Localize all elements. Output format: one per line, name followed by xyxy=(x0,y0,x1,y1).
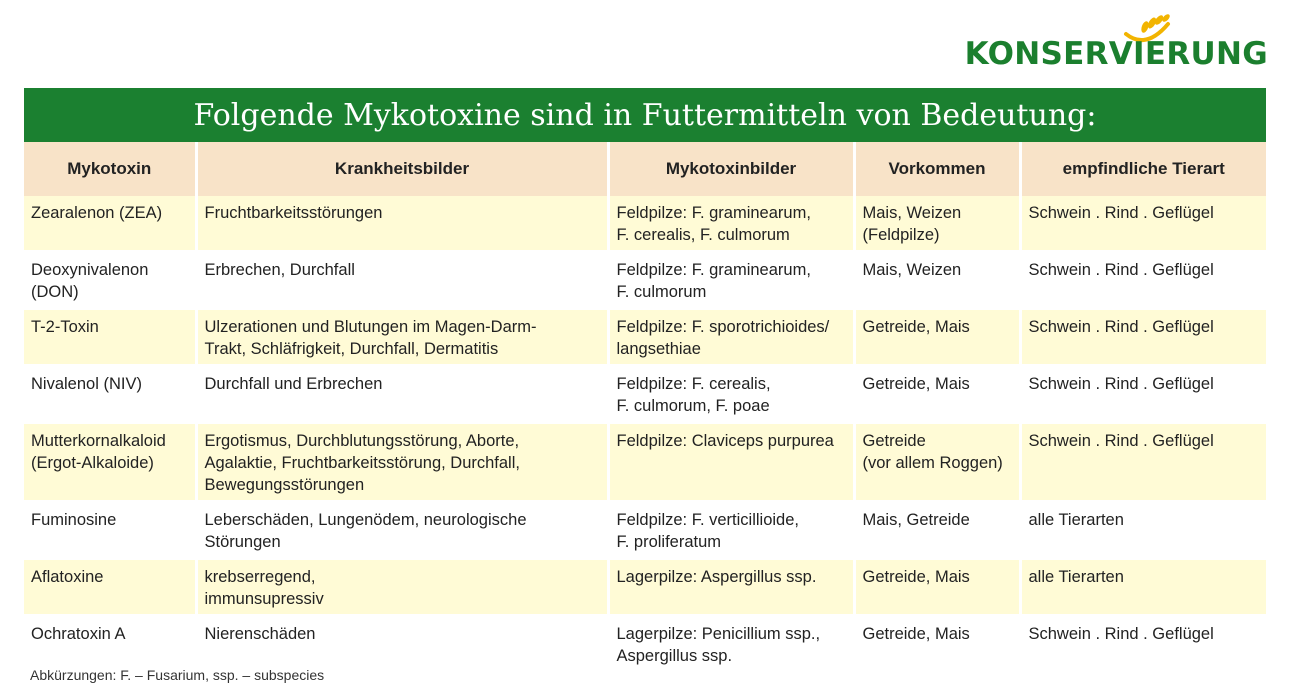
cell-vorkommen: Mais, Getreide xyxy=(854,502,1020,559)
cell-krankheitsbilder: Nierenschäden xyxy=(196,616,608,673)
table-row xyxy=(24,423,1266,502)
cell-tierart: Schwein . Rind . Geflügel xyxy=(1020,196,1266,252)
cell-krankheitsbilder: Erbrechen, Durchfall xyxy=(196,252,608,309)
cell-krankheitsbilder: Leberschäden, Lungenödem, neurologische Störungen xyxy=(196,502,608,559)
header-mykotoxinbilder: Mykotoxinbilder xyxy=(608,142,854,196)
cell-vorkommen: Getreide (vor allem Roggen) xyxy=(854,423,1020,502)
table-row xyxy=(24,616,1266,673)
header-mykotoxin: Mykotoxin xyxy=(24,142,196,196)
table-row xyxy=(24,252,1266,309)
cell-mykotoxin: T-2-Toxin xyxy=(24,309,196,366)
cell-tierart: alle Tierarten xyxy=(1020,502,1266,559)
cell-mykotoxinbilder: Lagerpilze: Aspergillus ssp. xyxy=(608,559,854,616)
cell-mykotoxinbilder: Feldpilze: F. graminearum, F. cerealis, F. culmorum xyxy=(608,196,854,252)
table-row xyxy=(24,559,1266,616)
brand-logo xyxy=(964,14,1268,74)
cell-mykotoxin: Mutterkornalkaloid (Ergot-Alkaloide) xyxy=(24,423,196,502)
brand-name: KONSERVIERUNG xyxy=(964,36,1268,72)
cell-mykotoxin: Deoxynivalenon (DON) xyxy=(24,252,196,309)
cell-tierart: Schwein . Rind . Geflügel xyxy=(1020,252,1266,309)
cell-krankheitsbilder: krebserregend, immunsupressiv xyxy=(196,559,608,616)
table-row xyxy=(24,366,1266,423)
cell-mykotoxin: Ochratoxin A xyxy=(24,616,196,673)
page-title: Folgende Mykotoxine sind in Futtermitteln von Bedeutung: xyxy=(24,88,1266,142)
cell-mykotoxinbilder: Feldpilze: F. sporotrichioides/ langsethiae xyxy=(608,309,854,366)
cell-mykotoxinbilder: Feldpilze: F. graminearum, F. culmorum xyxy=(608,252,854,309)
cell-mykotoxinbilder: Feldpilze: Claviceps purpurea xyxy=(608,423,854,502)
cell-vorkommen: Mais, Weizen xyxy=(854,252,1020,309)
cell-mykotoxinbilder: Feldpilze: F. verticillioide, F. proliferatum xyxy=(608,502,854,559)
cell-tierart: Schwein . Rind . Geflügel xyxy=(1020,616,1266,673)
cell-tierart: Schwein . Rind . Geflügel xyxy=(1020,366,1266,423)
cell-vorkommen: Getreide, Mais xyxy=(854,309,1020,366)
cell-krankheitsbilder: Ulzerationen und Blutungen im Magen-Darm- Trakt, Schläfrigkeit, Durchfall, Dermatitis xyxy=(196,309,608,366)
table-row xyxy=(24,309,1266,366)
cell-mykotoxin: Zearalenon (ZEA) xyxy=(24,196,196,252)
cell-krankheitsbilder: Ergotismus, Durchblutungsstörung, Aborte, Agalaktie, Fruchtbarkeitsstörung, Durchfall, Bewegungsstörungen xyxy=(196,423,608,502)
cell-vorkommen: Getreide, Mais xyxy=(854,616,1020,673)
table-header-row xyxy=(24,142,1266,196)
table-row xyxy=(24,196,1266,252)
cell-vorkommen: Getreide, Mais xyxy=(854,559,1020,616)
cell-mykotoxinbilder: Feldpilze: F. cerealis, F. culmorum, F. poae xyxy=(608,366,854,423)
header-vorkommen: Vorkommen xyxy=(854,142,1020,196)
cell-mykotoxin: Nivalenol (NIV) xyxy=(24,366,196,423)
header-krankheitsbilder: Krankheitsbilder xyxy=(196,142,608,196)
cell-krankheitsbilder: Fruchtbarkeitsstörungen xyxy=(196,196,608,252)
cell-mykotoxinbilder: Lagerpilze: Penicillium ssp., Aspergillus ssp. xyxy=(608,616,854,673)
cell-tierart: alle Tierarten xyxy=(1020,559,1266,616)
table-row xyxy=(24,502,1266,559)
cell-vorkommen: Mais, Weizen (Feldpilze) xyxy=(854,196,1020,252)
cell-tierart: Schwein . Rind . Geflügel xyxy=(1020,309,1266,366)
mycotoxin-table xyxy=(24,142,1266,674)
cell-krankheitsbilder: Durchfall und Erbrechen xyxy=(196,366,608,423)
header-tierart: empfindliche Tierart xyxy=(1020,142,1266,196)
cell-vorkommen: Getreide, Mais xyxy=(854,366,1020,423)
cell-tierart: Schwein . Rind . Geflügel xyxy=(1020,423,1266,502)
cell-mykotoxin: Aflatoxine xyxy=(24,559,196,616)
footnote: Abkürzungen: F. – Fusarium, ssp. – subspecies xyxy=(30,667,325,683)
cell-mykotoxin: Fuminosine xyxy=(24,502,196,559)
